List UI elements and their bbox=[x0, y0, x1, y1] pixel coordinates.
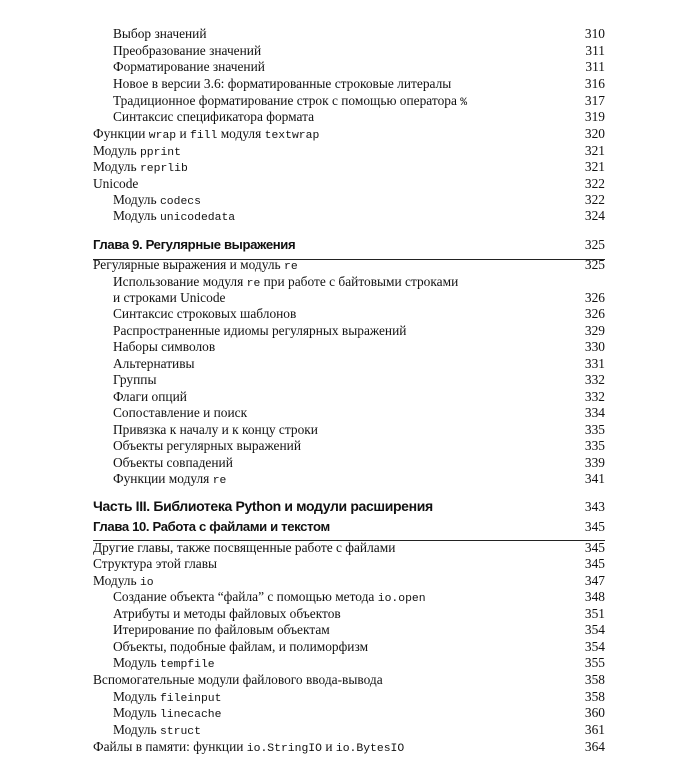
code-identifier: % bbox=[460, 97, 468, 109]
toc-entry-title bbox=[113, 305, 296, 322]
title-text: Создание объекта “файла” с помощью метода bbox=[113, 589, 378, 604]
page-number: 322 bbox=[584, 176, 605, 191]
title-text: Модуль bbox=[113, 655, 160, 670]
code-identifier: pprint bbox=[139, 147, 181, 159]
toc-entry-title bbox=[113, 638, 368, 655]
toc-entry-title bbox=[93, 518, 330, 535]
page-number: 310 bbox=[584, 26, 605, 41]
title-text: Атрибуты и методы файловых объектов bbox=[113, 606, 341, 621]
title-text: модуля bbox=[217, 126, 265, 141]
toc-entry-title bbox=[93, 539, 395, 556]
code-identifier: io bbox=[139, 577, 154, 589]
title-text: Глава 10. Работа с файлами и текстом bbox=[93, 519, 330, 534]
toc-entry[interactable] bbox=[113, 404, 605, 421]
toc-entry[interactable] bbox=[113, 42, 605, 59]
title-text: Модуль bbox=[113, 705, 160, 720]
title-text: Альтернативы bbox=[113, 356, 195, 371]
page-number: 358 bbox=[584, 672, 605, 687]
toc-entry[interactable] bbox=[113, 388, 605, 405]
title-text: Сопоставление и поиск bbox=[113, 405, 248, 420]
code-identifier: linecache bbox=[159, 709, 222, 721]
title-text: Итерирование по файловым объектам bbox=[113, 622, 330, 637]
title-text: Объекты, подобные файлам, и полиморфизм bbox=[113, 639, 369, 654]
page-number: 326 bbox=[584, 290, 605, 305]
toc-entry-title bbox=[113, 42, 261, 59]
title-text: Часть III. Библиотека Python и модули расширения bbox=[93, 498, 433, 514]
toc-entry-title bbox=[113, 58, 265, 75]
toc-entry[interactable] bbox=[93, 175, 605, 192]
code-identifier: re bbox=[246, 278, 261, 290]
toc-entry[interactable] bbox=[93, 738, 605, 755]
page-number: 332 bbox=[584, 389, 605, 404]
title-text: Другие главы, также посвященные работе с файлами bbox=[93, 540, 396, 555]
title-text: Модуль bbox=[93, 159, 140, 174]
title-text: Глава 9. Регулярные выражения bbox=[93, 237, 296, 252]
toc-entry-title bbox=[93, 738, 404, 758]
title-text: Модуль bbox=[113, 722, 160, 737]
toc-chapter-heading[interactable] bbox=[93, 236, 605, 253]
toc-entry[interactable] bbox=[113, 605, 605, 622]
toc-entry-title bbox=[113, 289, 225, 306]
code-identifier: io.StringIO bbox=[246, 743, 322, 755]
toc-entry-title bbox=[113, 207, 235, 227]
chapter-rule-divider bbox=[93, 540, 605, 541]
title-text: Распространенные идиомы регулярных выражений bbox=[113, 323, 407, 338]
toc-entry-title bbox=[113, 355, 195, 372]
toc-entry-title bbox=[113, 338, 215, 355]
title-text: Функции bbox=[93, 126, 149, 141]
toc-entry[interactable] bbox=[113, 621, 605, 638]
page-number: 345 bbox=[584, 519, 605, 534]
toc-entry[interactable] bbox=[93, 572, 605, 589]
title-text: Выбор значений bbox=[113, 26, 207, 41]
code-identifier: re bbox=[212, 475, 227, 487]
title-text: Модуль bbox=[113, 689, 160, 704]
toc-entry-title bbox=[113, 421, 318, 438]
page-number: 343 bbox=[584, 499, 605, 514]
code-identifier: tempfile bbox=[159, 659, 215, 671]
title-text: Наборы символов bbox=[113, 339, 216, 354]
title-text: Традиционное форматирование строк с помощью оператора bbox=[113, 93, 461, 108]
page-number: 331 bbox=[584, 356, 605, 371]
title-text: Регулярные выражения и модуль bbox=[93, 257, 284, 272]
page-number: 316 bbox=[584, 76, 605, 91]
toc-entry-title bbox=[113, 454, 233, 471]
page-number: 351 bbox=[584, 606, 605, 621]
code-identifier: fileinput bbox=[159, 693, 222, 705]
page-number: 335 bbox=[584, 438, 605, 453]
toc-entry[interactable] bbox=[113, 371, 605, 388]
page-number: 347 bbox=[584, 573, 605, 588]
page-number: 322 bbox=[584, 192, 605, 207]
toc-entry[interactable] bbox=[113, 688, 605, 705]
page-number: 354 bbox=[584, 622, 605, 637]
toc-entry[interactable] bbox=[113, 588, 605, 605]
toc-entry[interactable] bbox=[113, 638, 605, 655]
toc-entry[interactable] bbox=[113, 273, 605, 290]
page-number: 348 bbox=[584, 589, 605, 604]
toc-entry[interactable] bbox=[113, 437, 605, 454]
code-identifier: unicodedata bbox=[159, 212, 236, 224]
page-number: 311 bbox=[585, 43, 605, 58]
page-number: 325 bbox=[584, 237, 605, 252]
toc-entry[interactable] bbox=[113, 75, 605, 92]
title-text: при работе с байтовыми строками bbox=[260, 274, 459, 289]
page-number: 334 bbox=[584, 405, 605, 420]
toc-part-heading[interactable] bbox=[93, 498, 605, 515]
toc-entry[interactable] bbox=[93, 142, 605, 159]
page-number: 321 bbox=[584, 159, 605, 174]
title-text: Преобразование значений bbox=[113, 43, 262, 58]
code-identifier: io.BytesIO bbox=[335, 743, 405, 755]
toc-entry[interactable] bbox=[113, 207, 605, 224]
page-number: 317 bbox=[584, 93, 605, 108]
title-text: Форматирование значений bbox=[113, 59, 265, 74]
title-text: Файлы в памяти: функции bbox=[93, 739, 247, 754]
page-number: 324 bbox=[584, 208, 605, 223]
title-text: Модуль bbox=[113, 192, 160, 207]
code-identifier: re bbox=[283, 261, 298, 273]
code-identifier: reprlib bbox=[139, 163, 188, 175]
toc-entry-title bbox=[113, 437, 301, 454]
page-number: 321 bbox=[584, 143, 605, 158]
page-number: 319 bbox=[584, 109, 605, 124]
toc-entry[interactable] bbox=[113, 305, 605, 322]
toc-entry[interactable] bbox=[93, 555, 605, 572]
toc-entry[interactable] bbox=[113, 58, 605, 75]
toc-entry-title bbox=[93, 671, 383, 688]
toc-entry-title bbox=[113, 322, 406, 339]
page-number: 361 bbox=[584, 722, 605, 737]
page-number: 345 bbox=[584, 540, 605, 555]
page-number: 341 bbox=[584, 471, 605, 486]
page-number: 354 bbox=[584, 639, 605, 654]
page-number: 330 bbox=[584, 339, 605, 354]
code-identifier: textwrap bbox=[264, 130, 320, 142]
toc-entry-title bbox=[93, 498, 433, 515]
title-text: и bbox=[176, 126, 191, 141]
title-text: Новое в версии 3.6: форматированные строковые литералы bbox=[113, 76, 452, 91]
toc-entry-title bbox=[113, 605, 341, 622]
toc-entry[interactable] bbox=[113, 25, 605, 42]
toc-entry[interactable] bbox=[93, 125, 605, 142]
title-text: Объекты регулярных выражений bbox=[113, 438, 301, 453]
title-text: Unicode bbox=[93, 176, 139, 191]
page-number: 325 bbox=[584, 257, 605, 272]
title-text: и bbox=[321, 739, 336, 754]
page-number: 360 bbox=[584, 705, 605, 720]
page-number: 355 bbox=[584, 655, 605, 670]
title-text: Функции модуля bbox=[113, 471, 213, 486]
code-identifier: io.open bbox=[377, 593, 426, 605]
page-number: 339 bbox=[584, 455, 605, 470]
toc-entry[interactable] bbox=[113, 191, 605, 208]
title-text: Модуль bbox=[113, 208, 160, 223]
chapter-rule-divider bbox=[93, 259, 605, 260]
toc-entry[interactable] bbox=[113, 322, 605, 339]
code-identifier: wrap bbox=[148, 130, 177, 142]
title-text: Группы bbox=[113, 372, 157, 387]
title-text: Привязка к началу и к концу строки bbox=[113, 422, 318, 437]
title-text: Синтаксис строковых шаблонов bbox=[113, 306, 297, 321]
toc-entry-title bbox=[113, 404, 247, 421]
toc-entry[interactable] bbox=[113, 421, 605, 438]
code-identifier: struct bbox=[159, 726, 201, 738]
toc-entry[interactable] bbox=[113, 654, 605, 671]
page-number: 329 bbox=[584, 323, 605, 338]
page-number: 345 bbox=[584, 556, 605, 571]
toc-entry-title bbox=[93, 175, 138, 192]
title-text: Синтаксис спецификатора формата bbox=[113, 109, 315, 124]
toc-entry[interactable] bbox=[113, 355, 605, 372]
toc-entry[interactable] bbox=[113, 454, 605, 471]
page-number: 311 bbox=[585, 59, 605, 74]
toc-entry-title bbox=[113, 470, 226, 490]
title-text: Модуль bbox=[93, 573, 140, 588]
title-text: Структура этой главы bbox=[93, 556, 218, 571]
page-number: 320 bbox=[584, 126, 605, 141]
toc-entry-title bbox=[113, 75, 451, 92]
toc-entry[interactable] bbox=[113, 92, 605, 109]
toc-entry-title bbox=[93, 236, 295, 253]
page-number: 326 bbox=[584, 306, 605, 321]
toc-entry-title bbox=[113, 388, 187, 405]
code-identifier: codecs bbox=[159, 196, 201, 208]
page-number: 335 bbox=[584, 422, 605, 437]
toc-entry[interactable] bbox=[93, 539, 605, 556]
code-identifier: fill bbox=[190, 130, 218, 142]
toc-entry[interactable] bbox=[113, 721, 605, 738]
page-number: 364 bbox=[584, 739, 605, 754]
toc-entry-title bbox=[93, 555, 217, 572]
toc-entry[interactable] bbox=[93, 158, 605, 175]
toc-entry[interactable] bbox=[113, 704, 605, 721]
toc-entry-title bbox=[113, 621, 330, 638]
toc-entry[interactable] bbox=[93, 671, 605, 688]
toc-entry-title bbox=[113, 25, 207, 42]
title-text: Объекты совпадений bbox=[113, 455, 233, 470]
toc-entry-title bbox=[113, 371, 156, 388]
page-number: 332 bbox=[584, 372, 605, 387]
toc-entry[interactable] bbox=[113, 289, 605, 306]
toc-chapter-heading[interactable] bbox=[93, 518, 605, 535]
title-text: Использование модуля bbox=[113, 274, 247, 289]
toc-entry[interactable] bbox=[113, 470, 605, 487]
toc-entry[interactable] bbox=[113, 108, 605, 125]
page-number: 358 bbox=[584, 689, 605, 704]
title-text: Модуль bbox=[93, 143, 140, 158]
toc-entry[interactable] bbox=[113, 338, 605, 355]
title-text: Флаги опций bbox=[113, 389, 187, 404]
title-text: Вспомогательные модули файлового ввода-вывода bbox=[93, 672, 383, 687]
toc-entry-title bbox=[113, 108, 314, 125]
title-text: и строками Unicode bbox=[113, 290, 226, 305]
